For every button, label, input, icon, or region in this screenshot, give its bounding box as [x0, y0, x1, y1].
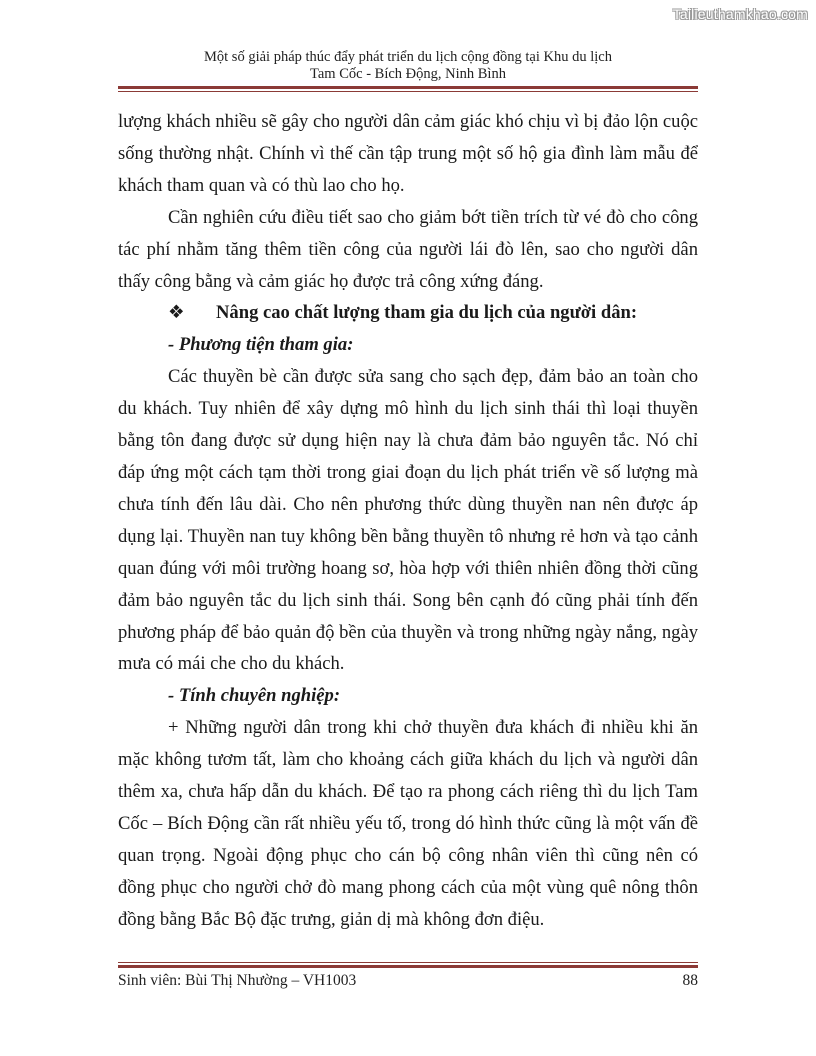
header-rule-thin — [118, 91, 698, 92]
footer-student: Sinh viên: Bùi Thị Nhường – VH1003 — [118, 972, 357, 989]
subheading-professionalism: - Tính chuyên nghiệp: — [168, 685, 341, 707]
watermark: Tailieuthamkhao.com — [672, 6, 808, 22]
page-body — [118, 106, 698, 936]
header-line-2: Tam Cốc - Bích Động, Ninh Bình — [310, 66, 506, 82]
paragraph-2: Cần nghiên cứu điều tiết sao cho giảm bớt tiền trích từ vé đò cho công tác phí nhằm tăng thêm tiền công của người lái đò lên, sao cho người dân thấy công bằng và cảm giác họ được trả công xứng đáng. — [118, 206, 698, 292]
footer-rule-thin — [118, 962, 698, 963]
diamond-bullet-icon: ❖ — [168, 302, 185, 324]
running-header — [118, 49, 698, 83]
section-heading-text: Nâng cao chất lượng tham gia du lịch của người dân: — [216, 302, 638, 324]
page-number: 88 — [682, 972, 698, 989]
section-heading — [118, 297, 698, 329]
footer-rule-thick — [118, 965, 698, 968]
page-footer — [118, 972, 698, 990]
paragraph-4: + Những người dân trong khi chở thuyền đưa khách đi nhiều khi ăn mặc không tươm tất, làm cho khoảng cách giữa khách du lịch và người dân thêm xa, chưa hấp dẫn du khách. Để tạo ra phong cách riêng thì du lịch Tam Cốc – Bích Động cần rất nhiều yếu tố, trong dó hình thức cũng là một vấn đề quan trọng. Ngoài động phục cho cán bộ công nhân viên thì cũng nên có đồng phục cho người chở đò mang phong cách của một vùng quê nông thôn đồng bằng Bắc Bộ đặc trưng, giản dị mà không đơn điệu. — [118, 717, 698, 930]
paragraph-1: lượng khách nhiều sẽ gây cho người dân cảm giác khó chịu vì bị đảo lộn cuộc sống thường nhật. Chính vì thế cần tập trung một số hộ gia đình làm mẫu để khách tham quan và có thù lao cho họ. — [118, 111, 698, 196]
paragraph-3: Các thuyền bè cần được sửa sang cho sạch đẹp, đảm bảo an toàn cho du khách. Tuy nhiên để xây dựng mô hình du lịch sinh thái thì loại thuyền bằng tôn đang được sử dụng hiện nay là chưa đảm bảo nguyên tắc. Nó chỉ đáp ứng một cách tạm thời trong giai đoạn du lịch phát triển về số lượng mà chưa tính đến lâu dài. Cho nên phương thức dùng thuyền nan nên được áp dụng lại. Thuyền nan tuy không bền bằng thuyền tô nhưng rẻ hơn và tạo cảnh quan đúng với môi trường hoang sơ, hòa hợp với thiên nhiên đồng thời cũng đảm bảo nguyên tắc du lịch sinh thái. Song bên cạnh đó cũng phải tính đến phương pháp để bảo quản độ bền của thuyền và trong những ngày nắng, ngày mưa có mái che cho du khách. — [118, 366, 698, 675]
header-line-1: Một số giải pháp thúc đẩy phát triển du lịch cộng đồng tại Khu du lịch — [204, 49, 612, 65]
subheading-vehicles: - Phương tiện tham gia: — [168, 334, 354, 356]
header-rule-thick — [118, 86, 698, 89]
